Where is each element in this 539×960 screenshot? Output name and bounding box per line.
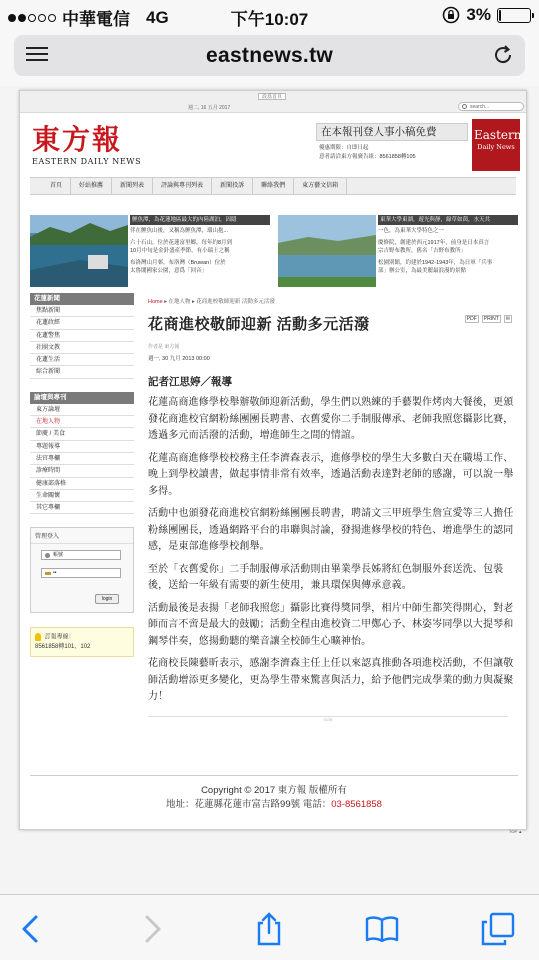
sidebar-item[interactable]: 花蓮生活 bbox=[30, 354, 134, 366]
sidebar-item[interactable]: 診療時間 bbox=[30, 465, 134, 477]
feature-caption: 太魯閣國家公園，意爲「回音」 bbox=[130, 268, 208, 274]
header-ad bbox=[316, 123, 468, 173]
subscribe-label: 訂報專線： bbox=[44, 635, 75, 642]
logo-english: EASTERN DAILY NEWS bbox=[32, 157, 142, 166]
forward-arrow-icon[interactable] bbox=[133, 911, 169, 947]
battery-percent: 3% bbox=[466, 5, 491, 24]
sidebar-item[interactable]: 專題報導 bbox=[30, 441, 134, 453]
share-icon[interactable] bbox=[251, 911, 287, 947]
ad-title: 在本報刊登人事小稿免費 bbox=[316, 123, 468, 141]
article-paragraph: 花商校長陳藝昕表示，感謝李濟森主任上任以來認真推動各項進校活動，不但讓敬師活動增添更多變化，更為學生帶來驚喜與活力，給予他們完成學業的動力與凝聚力！ bbox=[148, 658, 514, 702]
login-title: 管理登入 bbox=[31, 528, 133, 544]
sidebar-item[interactable]: 其它專欄 bbox=[30, 502, 134, 514]
feature-caption: 六十石山，位於花蓮富里鄉，每年約8月到 bbox=[130, 240, 233, 246]
status-right bbox=[442, 5, 531, 25]
badge-subtext: Daily News bbox=[477, 143, 515, 151]
article-paragraph: 至於「衣舊愛你」二手制服傳承活動則由畢業學長姊將紅色制服外套送洗、包裝後，送給一年級有需要的新生使用，兼具環保與傳承意義。 bbox=[148, 563, 504, 591]
article-paragraph: 活動最後是表揚「老師我照您」攝影比賽得獎同學，相片中師生都笑得開心，對老師而言不啻是最大的鼓勵；活動全程由進校資二甲鄭心予、林姿岑同學以大提琴和鋼琴伴奏，悠揚動聽的樂音讓全校師生心曠神怡。 bbox=[148, 602, 514, 647]
battery-icon bbox=[497, 8, 531, 23]
login-button[interactable]: login bbox=[95, 594, 119, 604]
password-value: •• bbox=[53, 570, 57, 577]
nav-item-mailbox[interactable]: 東方藝文信箱 bbox=[294, 178, 347, 194]
site-date: 週二, 16 五月 2017 bbox=[188, 105, 231, 111]
nav-item-opinion-list[interactable]: 評論與專刊列表 bbox=[153, 178, 212, 194]
lakeside-photo[interactable] bbox=[278, 215, 376, 287]
feature-caption: 10月中旬是金針盛產季節，有小瑞士之稱 bbox=[130, 248, 230, 254]
print-button[interactable]: PRINT bbox=[483, 316, 499, 322]
feature-caption: 伴在鯉魚山後，又稱為鯉魚潭，環山抱... bbox=[130, 228, 229, 234]
ad-line: 意者請洽東方報廣告組：8561858轉105 bbox=[319, 154, 416, 160]
feature-card[interactable] bbox=[30, 215, 270, 287]
feature-text bbox=[130, 215, 270, 275]
article-paragraph: 花蓮高商進修學校校務主任李濟森表示，進修學校的學生大多數白天在職場工作、晚上到學校讀書，做起事情非常有效率，透過活動表達對老師的感謝，可以說一舉多得。 bbox=[148, 452, 514, 497]
breadcrumb bbox=[148, 297, 518, 305]
key-icon bbox=[45, 572, 51, 575]
nav-item-complaint[interactable]: 新聞投訴 bbox=[212, 178, 253, 194]
feature-caption: 部」辦公室，為最美麗最浪漫的景點 bbox=[378, 268, 467, 274]
badge-text: Eastern bbox=[474, 128, 522, 142]
feature-text bbox=[378, 215, 518, 275]
article-paragraph: 活動中也頒發花商進校官網粉絲團團長聘書，聘請文三甲班學生詹宣愛等三人擔任粉絲團團長，透過網路平台的串聯與討論，發揚進修學校的特色、增進學生的認同感，是東部進修學校創舉。 bbox=[148, 508, 514, 552]
sidebar-item[interactable]: 社團文教 bbox=[30, 342, 134, 354]
copyright: Copyright © 2017 東方報 版權所有 bbox=[201, 785, 347, 796]
article-author: 作者是 東方報 bbox=[148, 344, 180, 350]
battery-level bbox=[499, 10, 501, 21]
article-date: 週一, 30 九月 2013 00:00 bbox=[148, 356, 210, 362]
site-footer bbox=[30, 775, 518, 812]
address-text: 地址：花蓮縣花蓮市富吉路99號 電話： bbox=[166, 799, 332, 810]
sidebar-header-opinion: 論壇與專刊 bbox=[30, 392, 134, 404]
eastern-daily-news-badge bbox=[472, 119, 520, 171]
status-bar bbox=[0, 0, 539, 30]
feature-photos bbox=[30, 215, 520, 287]
article-reporter: 記者江思婷／報導 bbox=[148, 376, 232, 388]
password-field[interactable] bbox=[41, 568, 121, 578]
feature-caption: 慶修院，創建於西元1917年，前身是日本真言 bbox=[378, 240, 490, 246]
phone-link[interactable]: 03-8561858 bbox=[331, 799, 382, 810]
article-tools bbox=[465, 315, 512, 323]
nav-item-home[interactable]: 首頁 bbox=[42, 178, 71, 194]
ad-line: 優惠期限：自即日起 bbox=[319, 145, 369, 151]
site-logo[interactable] bbox=[32, 125, 141, 166]
sidebar-item[interactable]: 健康部落格 bbox=[30, 478, 134, 490]
username-field[interactable] bbox=[41, 550, 121, 560]
feature-card[interactable] bbox=[278, 215, 518, 287]
feature-caption: 松園別館，約建於1942-1943年，為日軍「兵事 bbox=[378, 260, 493, 266]
top-strip bbox=[20, 91, 526, 113]
reload-icon[interactable] bbox=[491, 43, 515, 67]
back-to-top-link[interactable]: TOP ▲ bbox=[509, 829, 523, 834]
sidebar-item[interactable]: 花蓮政經 bbox=[30, 317, 134, 329]
breadcrumb-home[interactable]: Home bbox=[148, 299, 163, 305]
address bbox=[30, 798, 518, 812]
network-type: 4G bbox=[146, 7, 169, 27]
lightbulb-icon bbox=[35, 633, 41, 641]
sidebar-item-active[interactable]: 在地人物 bbox=[30, 416, 134, 428]
article-title[interactable]: 花商進校敬師迎新 活動多元活潑 bbox=[148, 316, 370, 333]
sidebar-item[interactable]: 焦點新聞 bbox=[30, 305, 134, 317]
tabs-icon[interactable] bbox=[480, 911, 516, 947]
article-end-mark: GOS bbox=[148, 716, 508, 723]
subscription-box bbox=[30, 627, 134, 657]
nav-item-news-list[interactable]: 新聞列表 bbox=[112, 178, 153, 194]
set-homepage-button[interactable]: 設爲首頁 bbox=[258, 93, 286, 100]
search-icon bbox=[462, 104, 467, 109]
site-search-input[interactable] bbox=[458, 102, 524, 111]
bookmarks-icon[interactable] bbox=[364, 911, 400, 947]
email-icon[interactable]: ✉ bbox=[505, 316, 510, 322]
user-icon bbox=[45, 553, 50, 558]
feature-caption: 一色，為東華大學特色之一 bbox=[378, 228, 445, 234]
nav-item-links[interactable]: 好站推薦 bbox=[71, 178, 112, 194]
sidebar-item[interactable]: 法官專欄 bbox=[30, 453, 134, 465]
url-text[interactable]: eastnews.tw bbox=[205, 44, 333, 67]
web-page bbox=[19, 90, 527, 830]
browser-toolbar bbox=[0, 894, 539, 960]
web-viewport bbox=[0, 86, 539, 894]
lake-photo[interactable] bbox=[30, 215, 128, 287]
rotation-lock-icon bbox=[442, 6, 460, 24]
nav-item-contact[interactable]: 聯絡我們 bbox=[253, 178, 294, 194]
username-placeholder: 帳號 bbox=[53, 552, 64, 559]
feature-caption: 布洛灣山月邨，布洛灣（Bruwan）位於 bbox=[130, 260, 226, 266]
back-arrow-icon[interactable] bbox=[14, 911, 50, 947]
sidebar-item[interactable]: 綜合新聞 bbox=[30, 366, 134, 378]
clock: 下午10:07 bbox=[230, 10, 309, 29]
sidebar-item[interactable]: 東方論壇 bbox=[30, 404, 134, 416]
feature-headline[interactable]: 東華大學東湖，遊光與靜，綠草如茵，水天共 bbox=[378, 215, 518, 225]
sidebar-item[interactable]: 節慶 / 美食 bbox=[30, 428, 134, 440]
sidebar-header-news: 花蓮新聞 bbox=[30, 293, 134, 305]
feature-caption: 宗吉野布教所，舊名「吉野布教所」 bbox=[378, 248, 467, 254]
left-sidebar bbox=[30, 293, 134, 657]
logo-chinese: 東方報 bbox=[32, 123, 123, 156]
article bbox=[148, 297, 518, 723]
sidebar-item[interactable]: 生命關懷 bbox=[30, 490, 134, 502]
pdf-button[interactable]: PDF bbox=[466, 316, 477, 322]
article-paragraph: 花蓮高商進修學校舉辦敬師迎新活動，學生們以熟練的手藝製作烤肉大餐後，更頒發花商進校官網粉絲團團長聘書、衣舊愛你二手制服傳承、老師我照您攝影比賽，透過多元而活潑的活動，增進師生之間的情誼。 bbox=[148, 397, 514, 441]
subscribe-phone: 8561858轉101、102 bbox=[35, 644, 91, 651]
address-bar[interactable] bbox=[14, 35, 525, 76]
sidebar-item[interactable]: 花蓮警焦 bbox=[30, 330, 134, 342]
main-nav bbox=[30, 177, 516, 195]
site-header bbox=[20, 113, 526, 177]
breadcrumb-path[interactable]: ▸ 在地人物 ▸ 花商進校敬師迎新 活動多元活潑 bbox=[164, 299, 275, 305]
search-placeholder: search... bbox=[470, 104, 490, 110]
feature-headline[interactable]: 鯉魚潭，為花蓮地區最大的內陸湖泊，因隱 bbox=[130, 215, 270, 225]
carrier-name: 中華電信 bbox=[62, 10, 130, 29]
login-box bbox=[30, 527, 134, 613]
